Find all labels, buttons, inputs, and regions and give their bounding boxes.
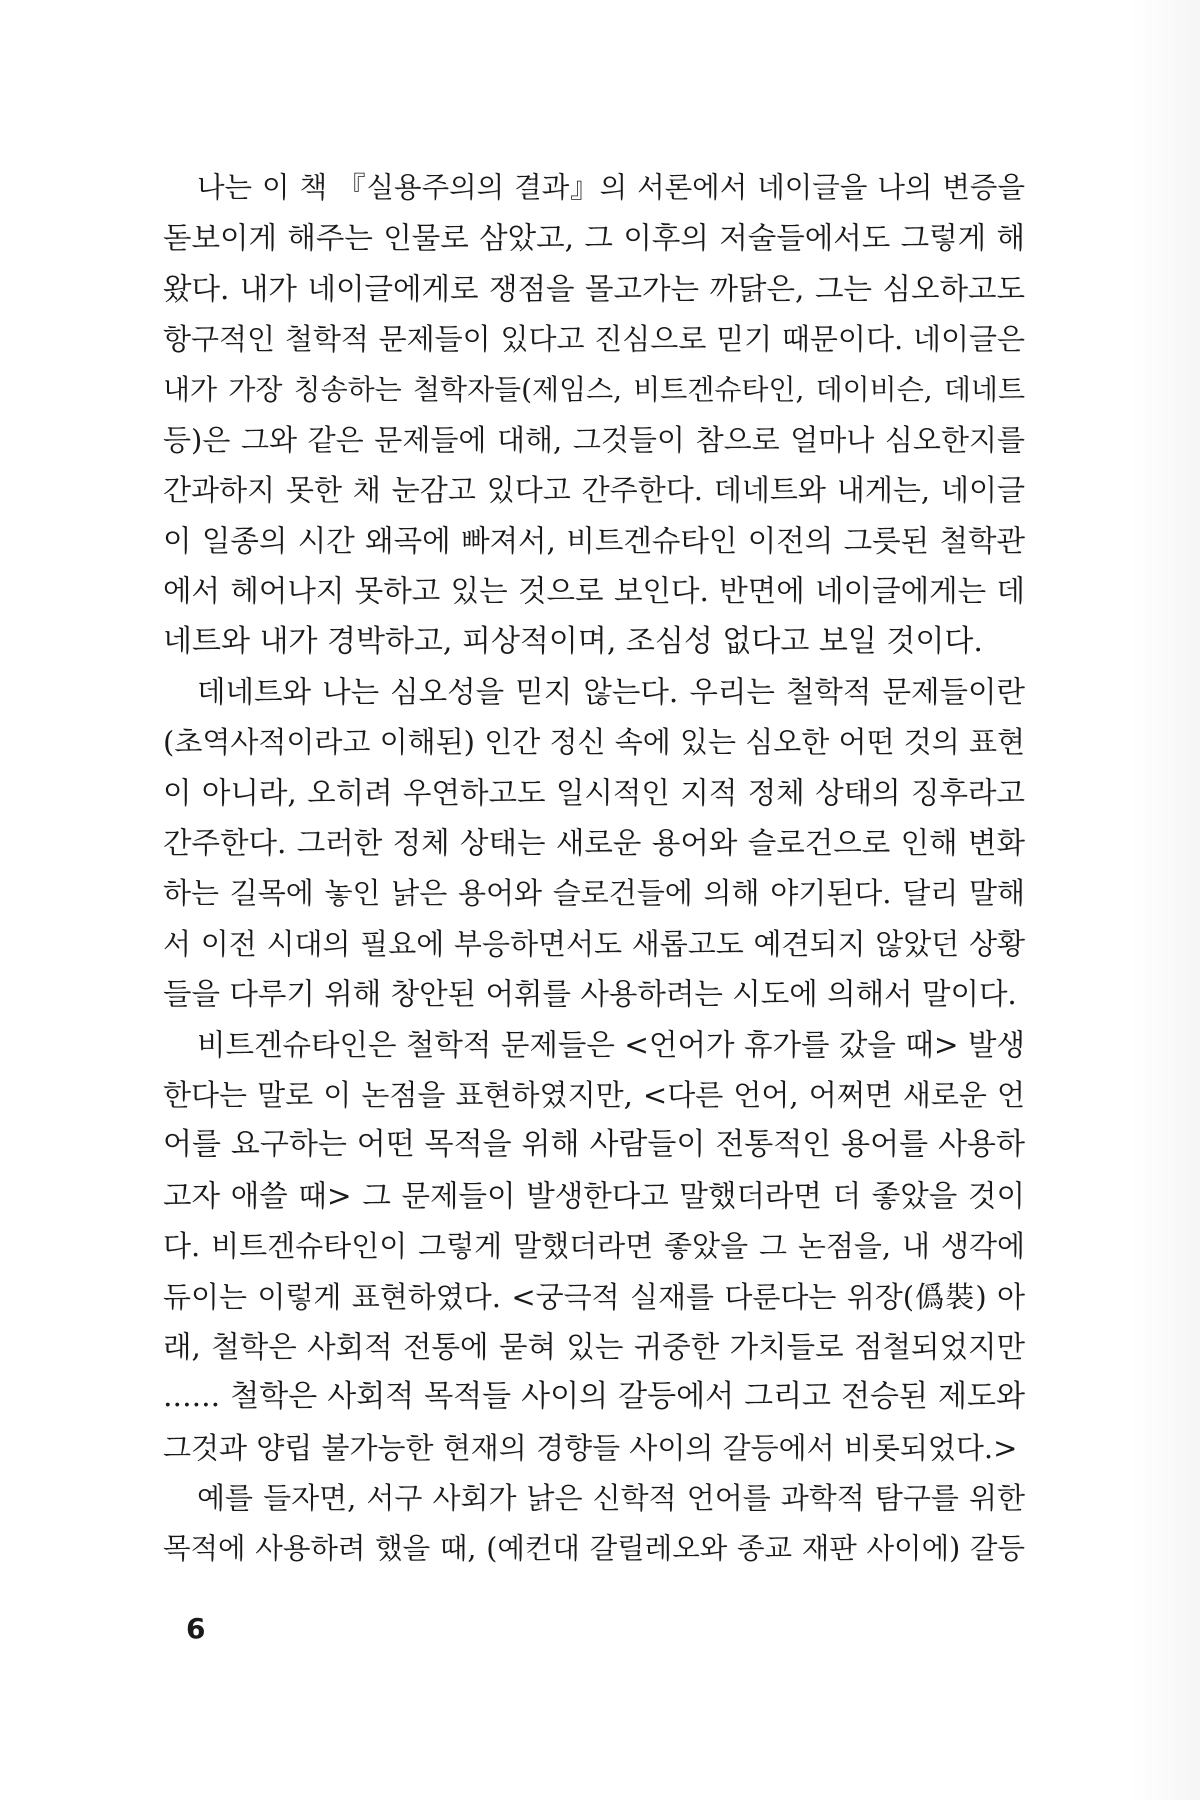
text-line: 네트와 내가 경박하고, 피상적이며, 조심성 없다고 보일 것이다.	[163, 623, 983, 659]
text-line: 그것과 양립 불가능한 현재의 경향들 사이의 갈등에서 비롯되었다.>	[163, 1430, 1018, 1465]
text-line: 래, 철학은 사회적 전통에 묻혀 있는 귀중한 가치들로 점철되었지만	[163, 1329, 1025, 1364]
text-line: 이 아니라, 오히려 우연하고도 일시적인 지적 정체 상태의 징후라고	[163, 775, 1025, 810]
text-line: 예를 들자면, 서구 사회가 낡은 신학적 언어를 과학적 탐구를 위한	[197, 1481, 1025, 1516]
text-line: 들을 다루기 위해 창안된 어휘를 사용하려는 시도에 의해서 말이다.	[163, 977, 1017, 1012]
page-edge-shadow	[1130, 0, 1200, 1800]
text-line: 듀이는 이렇게 표현하였다. <궁극적 실재를 다룬다는 위장(僞裝) 아	[163, 1279, 1025, 1314]
text-line: 돋보이게 해주는 인물로 삼았고, 그 이후의 저술들에서도 그렇게 해	[163, 221, 1025, 256]
page-number: 6	[186, 1612, 206, 1645]
body-text	[163, 163, 1025, 1574]
text-line: ...... 철학은 사회적 목적들 사이의 갈등에서 그리고 전승된 제도와	[163, 1379, 1025, 1415]
text-line: 간주한다. 그러한 정체 상태는 새로운 용어와 슬로건으로 인해 변화	[163, 826, 1025, 861]
text-line: 다. 비트겐슈타인이 그렇게 말했더라면 좋았을 그 논점을, 내 생각에	[163, 1229, 1025, 1264]
text-line: 간과하지 못한 채 눈감고 있다고 간주한다. 데네트와 내게는, 네이글	[163, 473, 1025, 508]
paragraph-3	[163, 1020, 1025, 1474]
text-line: 왔다. 내가 네이글에게로 쟁점을 몰고가는 까닭은, 그는 심오하고도	[163, 271, 1025, 306]
text-line: 이 일종의 시간 왜곡에 빠져서, 비트겐슈타인 이전의 그릇된 철학관	[163, 523, 1025, 558]
text-line: 내가 가장 칭송하는 철학자들(제임스, 비트겐슈타인, 데이비슨, 데네트	[163, 372, 1025, 406]
text-line: 하는 길목에 놓인 낡은 용어와 슬로건들에 의해 야기된다. 달리 말해	[163, 876, 1025, 911]
text-line: 등)은 그와 같은 문제들에 대해, 그것들이 참으로 얼마나 심오한지를	[163, 422, 1025, 457]
text-line: (초역사적이라고 이해된) 인간 정신 속에 있는 심오한 어떤 것의 표현	[163, 725, 1025, 760]
text-line: 고자 애쓸 때> 그 문제들이 발생한다고 말했더라면 더 좋았을 것이	[163, 1178, 1025, 1213]
text-line: 나는 이 책 『실용주의의 결과』의 서론에서 네이글을 나의 변증을	[197, 171, 1025, 204]
text-line: 서 이전 시대의 필요에 부응하면서도 새롭고도 예견되지 않았던 상황	[163, 926, 1025, 961]
paragraph-4	[163, 1473, 1025, 1574]
text-line: 데네트와 나는 심오성을 믿지 않는다. 우리는 철학적 문제들이란	[197, 674, 1025, 709]
paragraph-1	[163, 163, 1025, 667]
text-line: 항구적인 철학적 문제들이 있다고 진심으로 믿기 때문이다. 네이글은	[163, 322, 1025, 357]
text-line: 어를 요구하는 어떤 목적을 위해 사람들이 전통적인 용어를 사용하	[163, 1127, 1025, 1163]
text-line: 에서 헤어나지 못하고 있는 것으로 보인다. 반면에 네이글에게는 데	[163, 574, 1025, 609]
text-line: 목적에 사용하려 했을 때, (예컨대 갈릴레오와 종교 재판 사이에) 갈등	[163, 1531, 1025, 1565]
text-line: 비트겐슈타인은 철학적 문제들은 <언어가 휴가를 갔을 때> 발생	[197, 1027, 1025, 1062]
paragraph-2	[163, 667, 1025, 1020]
text-line: 한다는 말로 이 논점을 표현하였지만, <다른 언어, 어쩌면 새로운 언	[163, 1078, 1025, 1113]
